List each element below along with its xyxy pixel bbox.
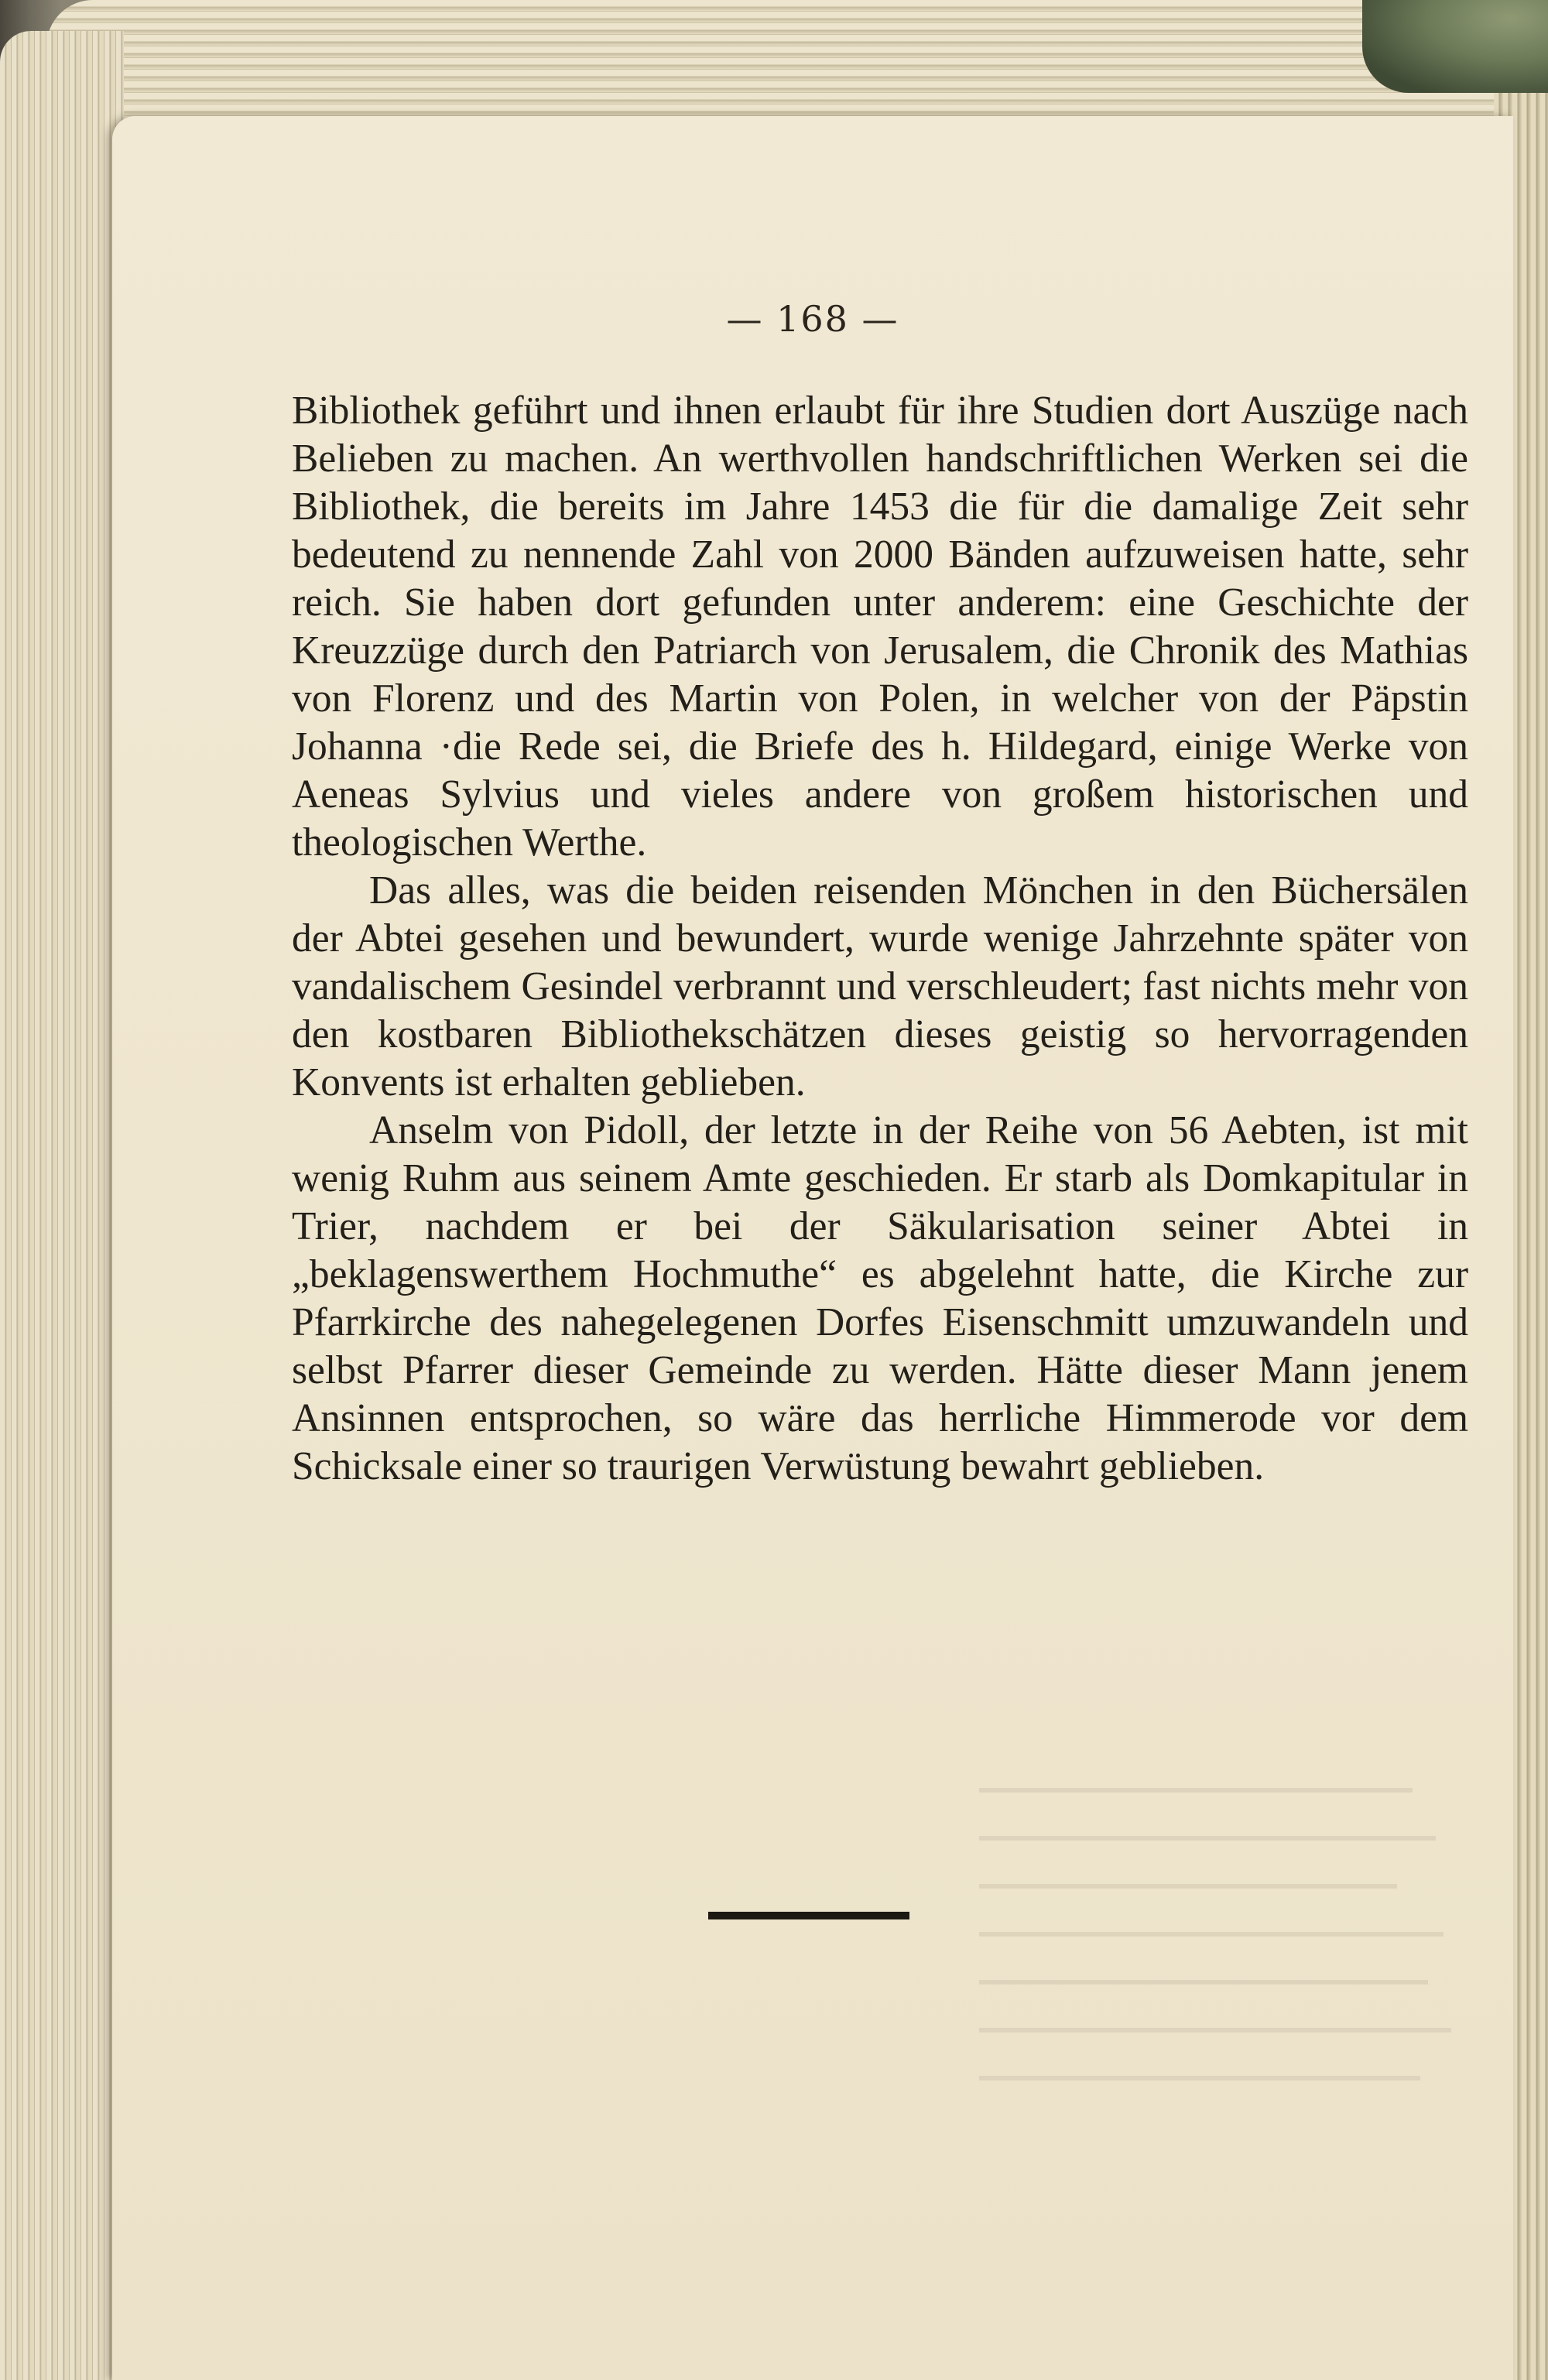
- paragraph-1: Bibliothek geführt und ihnen erlaubt für ihre Studien dort Auszüge nach Belieben zu machen. An werthvollen handschriftlichen Werken sei die Bibliothek, die bereits im Jahre 1453 die für die damalige Zeit sehr bedeutend zu nennende Zahl von 2000 Bänden aufzuweisen hatte, sehr reich. Sie haben dort gefunden unter anderem: eine Geschichte der Kreuzzüge durch den Patriarch von Jerusalem, die Chronik des Mathias von Florenz und des Martin von Polen, in welcher von der Päpstin Johanna ·die Rede sei, die Briefe des h. Hildegard, einige Werke von Aeneas Sylvius und vieles andere von großem historischen und theologischen Werthe.: [292, 389, 1468, 865]
- bleed-through-line: [979, 1884, 1397, 1889]
- body-text: [292, 387, 1468, 1491]
- book-cover-corner: [1362, 0, 1548, 93]
- page-stack-top-edges: [46, 0, 1517, 124]
- bleed-through-line: [979, 1932, 1444, 1937]
- bleed-through-line: [979, 2028, 1451, 2032]
- page-number: — 168 —: [726, 298, 899, 340]
- bleed-through-line: [979, 1788, 1413, 1793]
- bleed-through-line: [979, 1836, 1436, 1841]
- paragraph-3: Anselm von Pidoll, der letzte in der Reihe von 56 Aebten, ist mit wenig Ruhm aus seinem Amte geschieden. Er starb als Domkapitular in Trier, nachdem er bei der Säkularisation seiner Abtei in „beklagenswerthem Hochmuthe“ es abgelehnt hatte, die Kirche zur Pfarrkirche des nahegelegenen Dorfes Eisenschmitt umzuwandeln und selbst Pfarrer dieser Gemeinde zu werden. Hätte dieser Mann jenem Ansinnen entsprochen, so wäre das herrliche Himmerode vor dem Schicksale einer so traurigen Verwüstung bewahrt geblieben.: [292, 1108, 1468, 1488]
- bleed-through-line: [979, 1980, 1428, 1984]
- book-page: [112, 116, 1513, 2380]
- bleed-through-line: [979, 2076, 1420, 2080]
- end-rule: [708, 1912, 909, 1919]
- paragraph-2: Das alles, was die beiden reisenden Mönchen in den Büchersälen der Abtei gesehen und bewundert, wurde wenige Jahrzehnte später von vandalischem Gesindel verbrannt und verschleudert; fast nichts mehr von den kostbaren Bibliothekschätzen dieses geistig so hervorragenden Konvents ist erhalten geblieben.: [292, 868, 1468, 1104]
- page-stack-left-edges: [0, 31, 124, 2380]
